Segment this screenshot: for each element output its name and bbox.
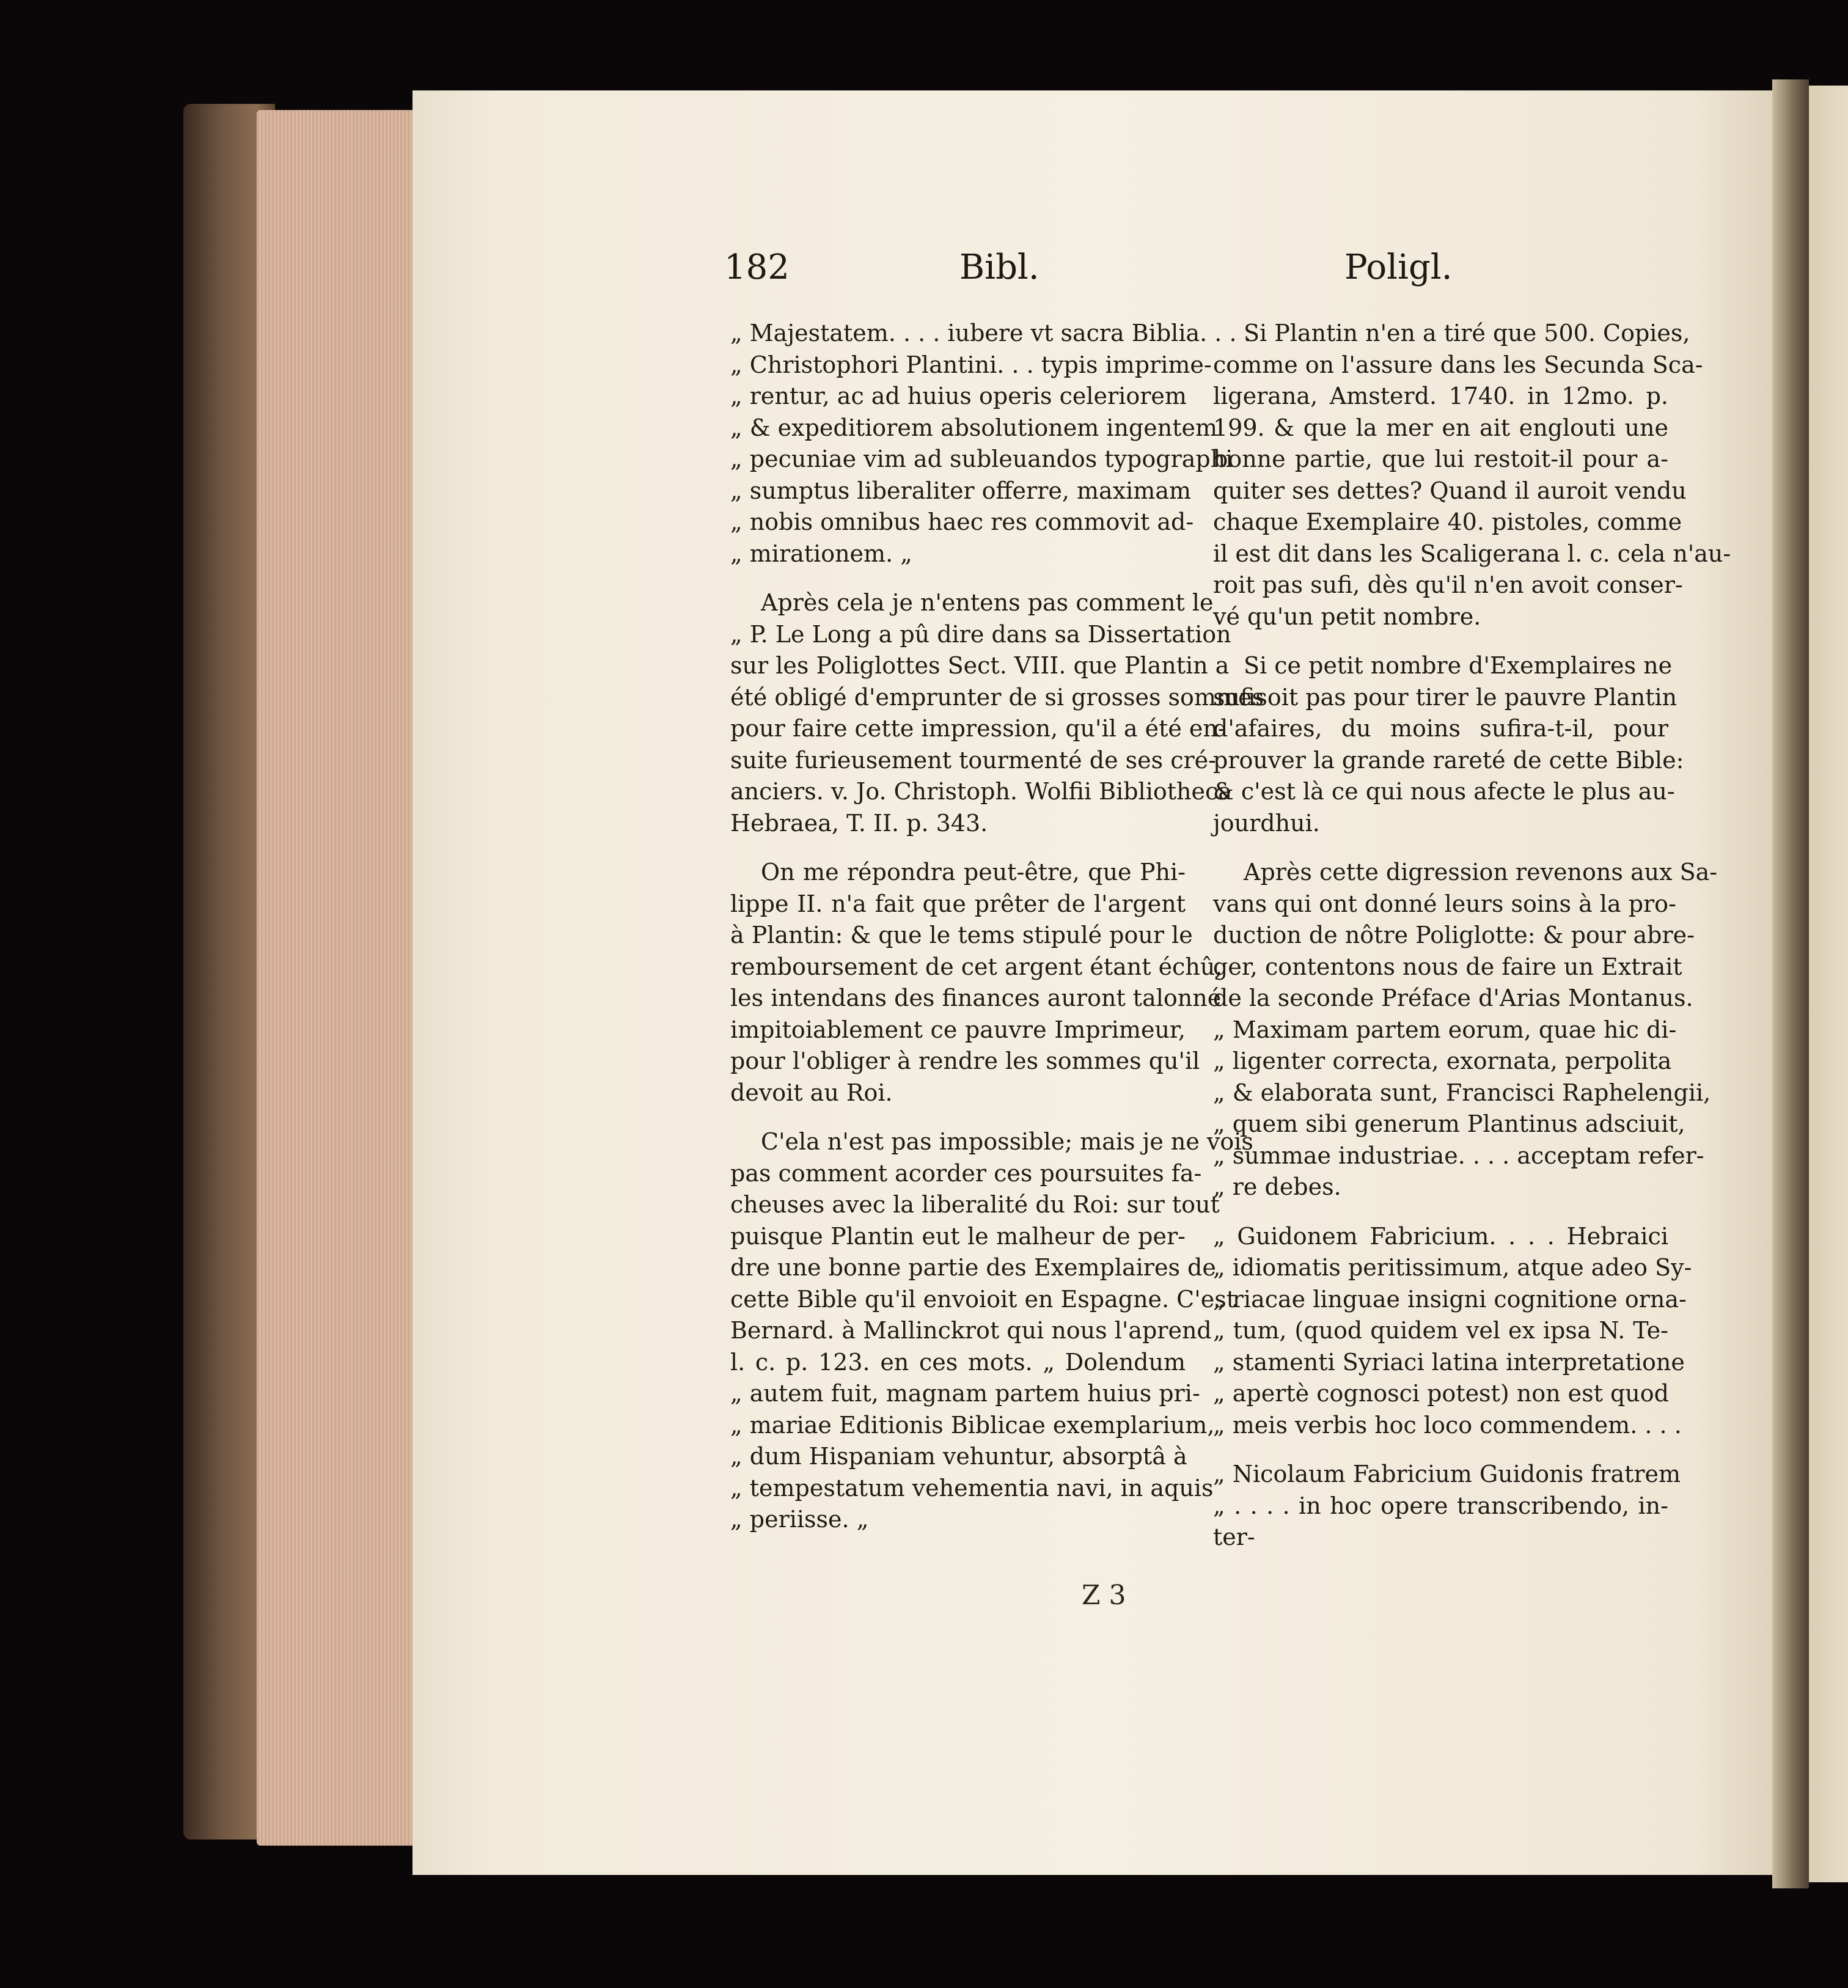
- text-column-right: [1213, 318, 1731, 1571]
- text-line: C'ela n'est pas impossible; mais je ne vois: [761, 1128, 1253, 1155]
- paragraph: [1213, 1459, 1681, 1553]
- page-edges: [257, 110, 416, 1846]
- text-line: été obligé d'emprunter de si grosses sommes: [730, 683, 1264, 711]
- paragraph: [1213, 1221, 1692, 1442]
- gutter: [1772, 79, 1809, 1888]
- text-line: prouver la grande rareté de cette Bible:: [1213, 746, 1684, 774]
- text-line: „ summae industriae. . . . acceptam refer-: [1213, 1142, 1704, 1169]
- paragraph: [1213, 857, 1718, 1203]
- text-line: Hebraea, T. II. p. 343.: [730, 809, 988, 837]
- signature-mark: Z 3: [1082, 1580, 1126, 1611]
- text-line: remboursement de cet argent étant échû,: [730, 953, 1223, 980]
- text-line: bonne partie, que lui restoit-il pour a-: [1213, 446, 1668, 472]
- text-line: suite furieusement tourmenté de ses cré-: [730, 746, 1216, 774]
- text-line: „ . . . . in hoc opere transcribendo, in-: [1213, 1492, 1668, 1519]
- text-line: impitoiablement ce pauvre Imprimeur,: [730, 1016, 1186, 1043]
- text-line: les intendans des finances auront talonné: [730, 985, 1222, 1011]
- text-line: chaque Exemplaire 40. pistoles, comme: [1213, 508, 1682, 535]
- running-head-left: Bibl.: [959, 248, 1040, 287]
- text-line: „ riacae linguae insigni cognitione orna-: [1213, 1285, 1687, 1313]
- text-line: lippe II. n'a fait que prêter de l'argent: [730, 890, 1186, 917]
- text-line: On me répondra peut-être, que Phi-: [761, 859, 1186, 886]
- running-head-right: Poligl.: [1344, 248, 1453, 287]
- text-line: „ Majestatem. . . . iubere vt sacra Biblia. . . .: [730, 320, 1252, 347]
- text-line: „ rentur, ac ad huius operis celeriorem: [730, 383, 1187, 409]
- text-line: Si ce petit nombre d'Exemplaires ne: [1244, 652, 1673, 679]
- text-line: pas comment acorder ces poursuites fa-: [730, 1159, 1202, 1187]
- text-line: vé qu'un petit nombre.: [1213, 603, 1481, 630]
- text-line: jourdhui.: [1213, 809, 1320, 837]
- text-line: d'afaires, du moins sufira-t-il, pour: [1213, 715, 1668, 742]
- text-line: „ tum, (quod quidem vel ex ipsa N. Te-: [1213, 1317, 1668, 1344]
- text-line: cette Bible qu'il envoioit en Espagne. C'est: [730, 1285, 1236, 1313]
- text-line: „ mirationem. „: [730, 540, 912, 567]
- text-line: ligerana, Amsterd. 1740. in 12mo. p.: [1213, 383, 1668, 409]
- text-line: comme on l'assure dans les Secunda Sca-: [1213, 351, 1703, 378]
- text-line: ter-: [1213, 1524, 1255, 1550]
- page-number: 182: [724, 248, 790, 287]
- text-line: „ Guidonem Fabricium. . . . Hebraici: [1213, 1222, 1668, 1250]
- text-line: l. c. p. 123. en ces mots. „ Dolendum: [730, 1348, 1186, 1376]
- text-line: „ meis verbis hoc loco commendem. . . .: [1213, 1411, 1682, 1439]
- paragraph: [730, 587, 1264, 839]
- text-line: „ P. Le Long a pû dire dans sa Dissertation: [730, 620, 1231, 648]
- text-line: devoit au Roi.: [730, 1079, 893, 1106]
- text-line: vans qui ont donné leurs soins à la pro-: [1213, 890, 1676, 917]
- text-line: ger, contentons nous de faire un Extrait: [1213, 953, 1682, 980]
- text-line: „ periisse. „: [730, 1506, 869, 1533]
- text-line: „ & elaborata sunt, Francisci Raphelengii,: [1213, 1079, 1711, 1106]
- text-column-left: [730, 318, 1264, 1553]
- text-line: 199. & que la mer en ait englouti une: [1213, 414, 1668, 441]
- text-line: roit pas sufi, dès qu'il n'en avoit conser-: [1213, 571, 1683, 598]
- text-line: „ sumptus liberaliter offerre, maximam: [730, 477, 1192, 504]
- text-line: „ & expeditiorem absolutionem ingentem: [730, 414, 1218, 441]
- text-line: Après cela je n'entens pas comment le: [761, 589, 1214, 616]
- text-line: sur les Poliglottes Sect. VIII. que Plantin a: [730, 652, 1230, 679]
- text-line: & c'est là ce qui nous afecte le plus au-: [1213, 778, 1675, 805]
- text-line: de la seconde Préface d'Arias Montanus.: [1213, 985, 1693, 1011]
- text-line: puisque Plantin eut le malheur de per-: [730, 1222, 1186, 1250]
- text-line: „ Maximam partem eorum, quae hic di-: [1213, 1016, 1677, 1043]
- text-line: „ nobis omnibus haec res commovit ad-: [730, 508, 1194, 535]
- text-line: „ ligenter correcta, exornata, perpolita: [1213, 1047, 1672, 1074]
- text-line: pour faire cette impression, qu'il a été en-: [730, 715, 1226, 742]
- paragraph: [1213, 650, 1684, 839]
- text-line: „ autem fuit, magnam partem huius pri-: [730, 1380, 1200, 1407]
- text-line: cheuses avec la liberalité du Roi: sur tout: [730, 1191, 1220, 1218]
- text-line: „ re debes.: [1213, 1173, 1341, 1200]
- text-line: il est dit dans les Scaligerana l. c. cela n'au-: [1213, 540, 1731, 567]
- text-line: sufisoit pas pour tirer le pauvre Plantin: [1213, 683, 1678, 711]
- paragraph: [730, 857, 1223, 1109]
- text-line: Si Plantin n'en a tiré que 500. Copies,: [1244, 320, 1690, 347]
- text-line: „ Christophori Plantini. . . typis imprime-: [730, 351, 1212, 378]
- text-line: quiter ses dettes? Quand il auroit vendu: [1213, 477, 1687, 504]
- paragraph: [1213, 318, 1731, 633]
- text-line: à Plantin: & que le tems stipulé pour le: [730, 922, 1193, 948]
- text-line: „ idiomatis peritissimum, atque adeo Sy-: [1213, 1254, 1692, 1281]
- text-line: anciers. v. Jo. Christoph. Wolfii Bibliotheca: [730, 778, 1232, 805]
- text-line: duction de nôtre Poliglotte: & pour abre-: [1213, 922, 1695, 948]
- text-line: „ dum Hispaniam vehuntur, absorptâ à: [730, 1443, 1187, 1470]
- paragraph: [730, 1126, 1253, 1536]
- text-line: „ quem sibi generum Plantinus adsciuit,: [1213, 1110, 1685, 1137]
- text-line: „ stamenti Syriaci latina interpretatione: [1213, 1348, 1685, 1376]
- text-line: Bernard. à Mallinckrot qui nous l'aprend: [730, 1317, 1212, 1344]
- text-line: „ pecuniae vim ad subleuandos typographi: [730, 446, 1233, 472]
- text-line: „ apertè cognosci potest) non est quod: [1213, 1380, 1669, 1407]
- text-line: Après cette digression revenons aux Sa-: [1244, 859, 1718, 886]
- text-line: „ Nicolaum Fabricium Guidonis fratrem: [1213, 1461, 1681, 1487]
- text-line: dre une bonne partie des Exemplaires de: [730, 1254, 1216, 1281]
- text-line: „ mariae Editionis Biblicae exemplarium,: [730, 1411, 1215, 1439]
- paragraph: [730, 318, 1252, 570]
- text-line: pour l'obliger à rendre les sommes qu'il: [730, 1047, 1200, 1074]
- text-line: „ tempestatum vehementia navi, in aquis: [730, 1474, 1214, 1502]
